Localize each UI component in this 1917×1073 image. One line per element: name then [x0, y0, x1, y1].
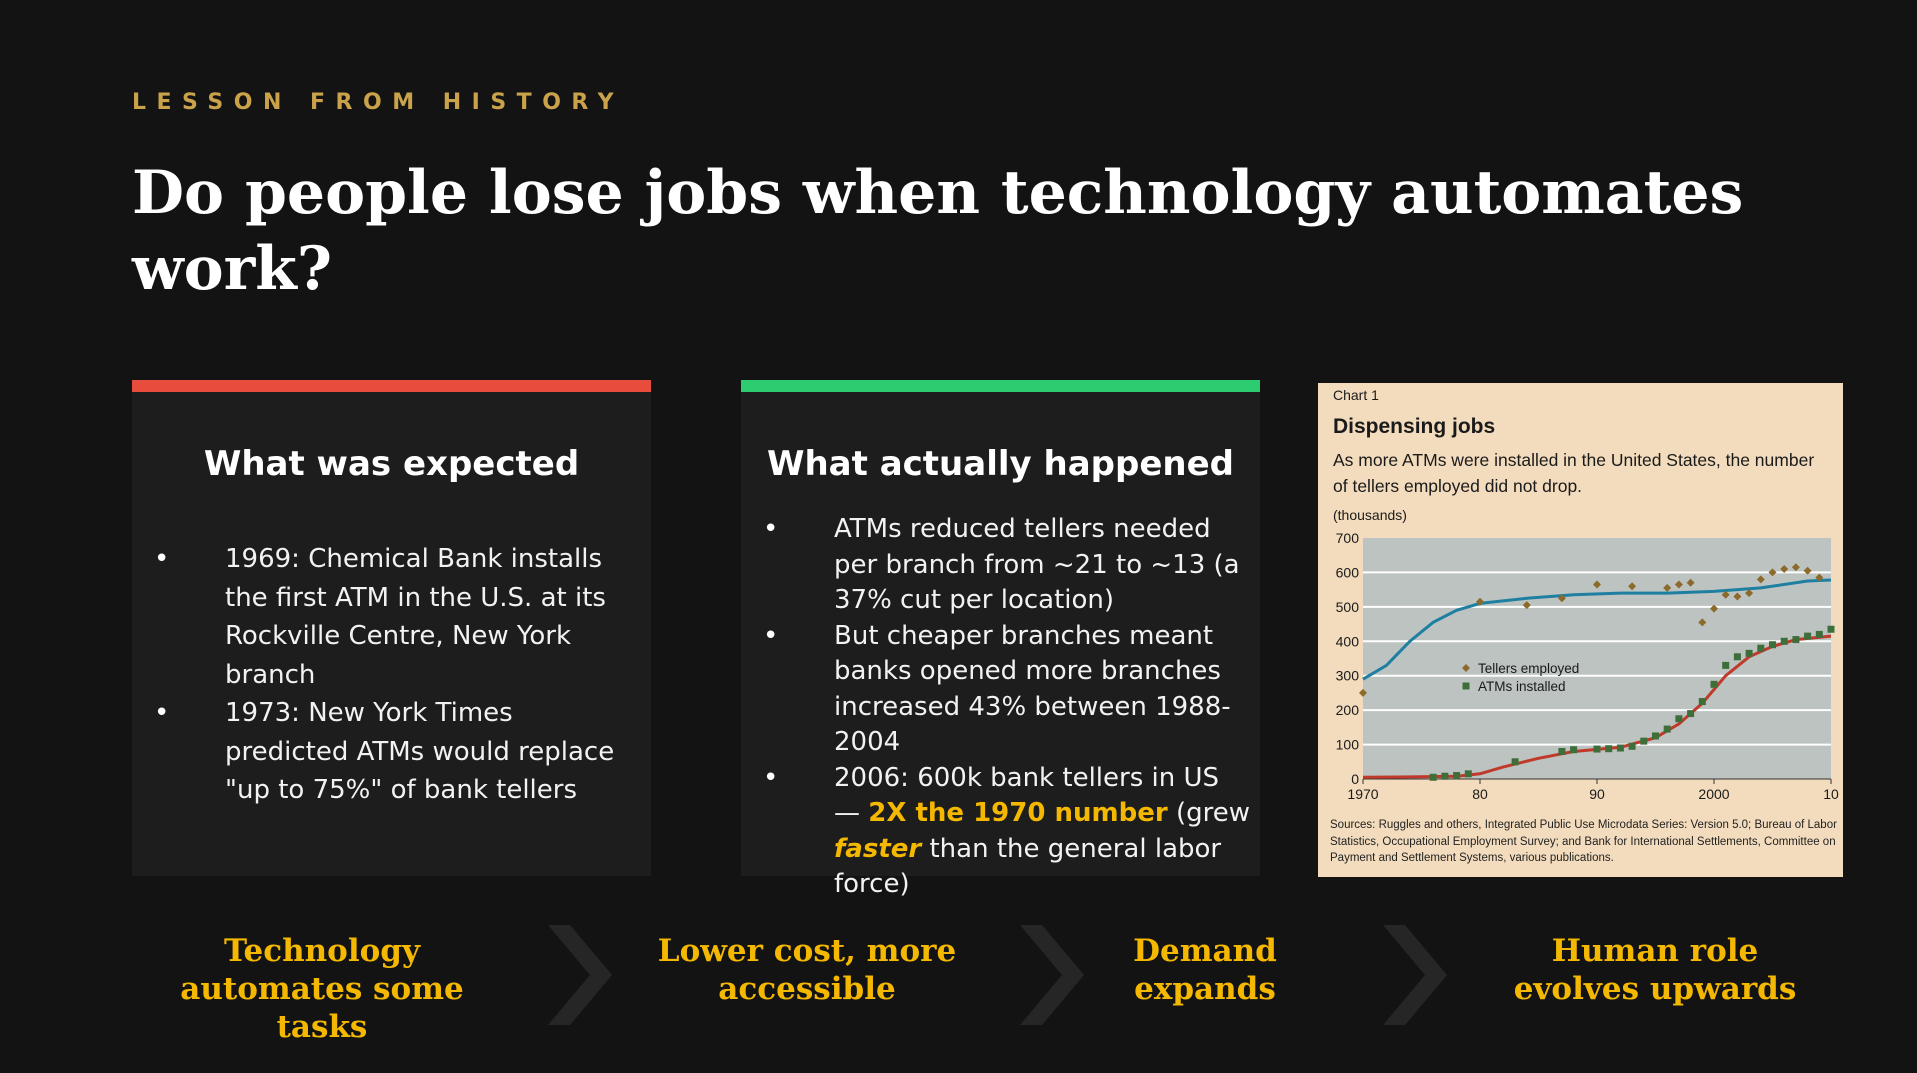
x-tick-label: 2000	[1698, 786, 1730, 802]
chart-unit-label: (thousands)	[1333, 507, 1407, 523]
data-point-atms	[1781, 638, 1788, 645]
data-point-atms	[1558, 748, 1565, 755]
bullet-dot-icon: •	[154, 698, 170, 728]
data-point-atms	[1757, 645, 1764, 652]
chart-panel	[1318, 383, 1843, 877]
data-point-atms	[1512, 758, 1519, 765]
eyebrow-label: LESSON FROM HISTORY	[132, 90, 625, 115]
emphasis-text: faster	[834, 833, 922, 864]
data-point-atms	[1734, 653, 1741, 660]
data-point-atms	[1453, 772, 1460, 779]
data-point-atms	[1664, 726, 1671, 733]
bullet-text: ATMs reduced tellers needed per branch from ~21 to ~13 (a 37% cut per location)	[834, 514, 1240, 615]
plot-background	[1363, 538, 1831, 779]
y-tick-label: 400	[1335, 633, 1359, 650]
data-point-atms	[1570, 746, 1577, 753]
data-point-atms	[1687, 710, 1694, 717]
bullet-dot-icon: •	[154, 544, 170, 574]
bullet-item	[741, 761, 1251, 903]
bullet-text-suffix: than the general labor force)	[834, 833, 1222, 899]
y-tick-label: 100	[1335, 736, 1359, 753]
chart-title: Dispensing jobs	[1333, 415, 1496, 438]
card-expected	[132, 380, 651, 876]
chart-subtitle: As more ATMs were installed in the United States, the number of tellers employed did not drop.	[1333, 450, 1815, 496]
x-tick-label: 1970	[1347, 786, 1379, 802]
y-tick-label: 700	[1335, 530, 1359, 546]
slide-title: Do people lose jobs when technology automates work?	[132, 158, 1744, 304]
bullet-dot-icon: •	[763, 762, 779, 793]
bullet-text: 1969: Chemical Bank installs the first ATM in the U.S. at its Rockville Centre, New York branch	[225, 544, 606, 690]
data-point-atms	[1699, 698, 1706, 705]
flow-step-2: Lower cost, more accessible	[657, 933, 957, 1007]
data-point-atms	[1711, 681, 1718, 688]
data-point-atms	[1804, 633, 1811, 640]
y-tick-label: 600	[1335, 564, 1359, 581]
data-point-atms	[1792, 636, 1799, 643]
legend-label: Tellers employed	[1478, 661, 1580, 676]
bullet-list	[132, 540, 632, 810]
data-point-atms	[1746, 650, 1753, 657]
x-tick-label: 80	[1472, 786, 1488, 802]
x-tick-label: 10	[1823, 786, 1839, 802]
bullet-item	[741, 619, 1251, 761]
data-point-atms	[1828, 626, 1835, 633]
bullet-item	[132, 540, 632, 694]
bullet-dot-icon: •	[763, 514, 779, 544]
legend-marker-icon	[1463, 683, 1470, 690]
y-tick-label: 300	[1335, 667, 1359, 684]
bullet-text-mid: (grew	[1175, 798, 1250, 828]
y-tick-label: 500	[1335, 598, 1359, 615]
chevron-right-icon	[1020, 925, 1084, 1025]
data-point-atms	[1441, 773, 1448, 780]
card-actual	[741, 380, 1260, 899]
data-point-atms	[1640, 738, 1647, 745]
bullet-item	[132, 694, 632, 810]
data-point-atms	[1652, 732, 1659, 739]
chevron-right-icon	[548, 925, 612, 1025]
card-heading: What was expected	[203, 444, 580, 484]
data-point-atms	[1769, 641, 1776, 648]
data-point-atms	[1594, 746, 1601, 753]
card-heading: What actually happened	[766, 444, 1235, 484]
bullet-dot-icon: •	[763, 620, 779, 651]
y-tick-label: 200	[1335, 702, 1359, 719]
data-point-atms	[1629, 743, 1636, 750]
highlight-text: 2X the 1970 number	[868, 798, 1168, 828]
chart-number-label: Chart 1	[1333, 387, 1379, 403]
bullet-item	[741, 512, 1251, 619]
chart-source-note: Sources: Ruggles and others, Integrated Public Use Microdata Series: Version 5.0; Bureau of Labor Statistics, Occupational Employment Survey; and Bank for International Settlements, Committee on Payment and Settlement Systems, various publications.	[1330, 819, 1837, 864]
flow-step-1: Technology automates some tasks	[180, 933, 464, 1045]
chevron-right-icon	[1383, 925, 1447, 1025]
legend-label: ATMs installed	[1478, 679, 1566, 694]
data-point-atms	[1816, 631, 1823, 638]
data-point-atms	[1722, 662, 1729, 669]
chart-plot	[1318, 383, 1843, 877]
y-tick-label: 0	[1351, 771, 1359, 787]
bullet-list	[741, 512, 1251, 903]
bullet-text: 1973: New York Times predicted ATMs would replace "up to 75%" of bank tellers	[225, 698, 615, 805]
data-point-atms	[1605, 745, 1612, 752]
x-tick-label: 90	[1589, 786, 1605, 802]
flow-step-3: Demand expands	[1133, 933, 1277, 1007]
data-point-atms	[1465, 770, 1472, 777]
bullet-text: But cheaper branches meant banks opened more branches increased 43% between 1988-2004	[834, 620, 1231, 757]
flow-step-4: Human role evolves upwards	[1513, 933, 1797, 1007]
data-point-atms	[1617, 745, 1624, 752]
data-point-atms	[1675, 715, 1682, 722]
bullet-text-prefix: 2006: 600k bank tellers in US —	[834, 762, 1220, 828]
data-point-atms	[1430, 774, 1437, 781]
